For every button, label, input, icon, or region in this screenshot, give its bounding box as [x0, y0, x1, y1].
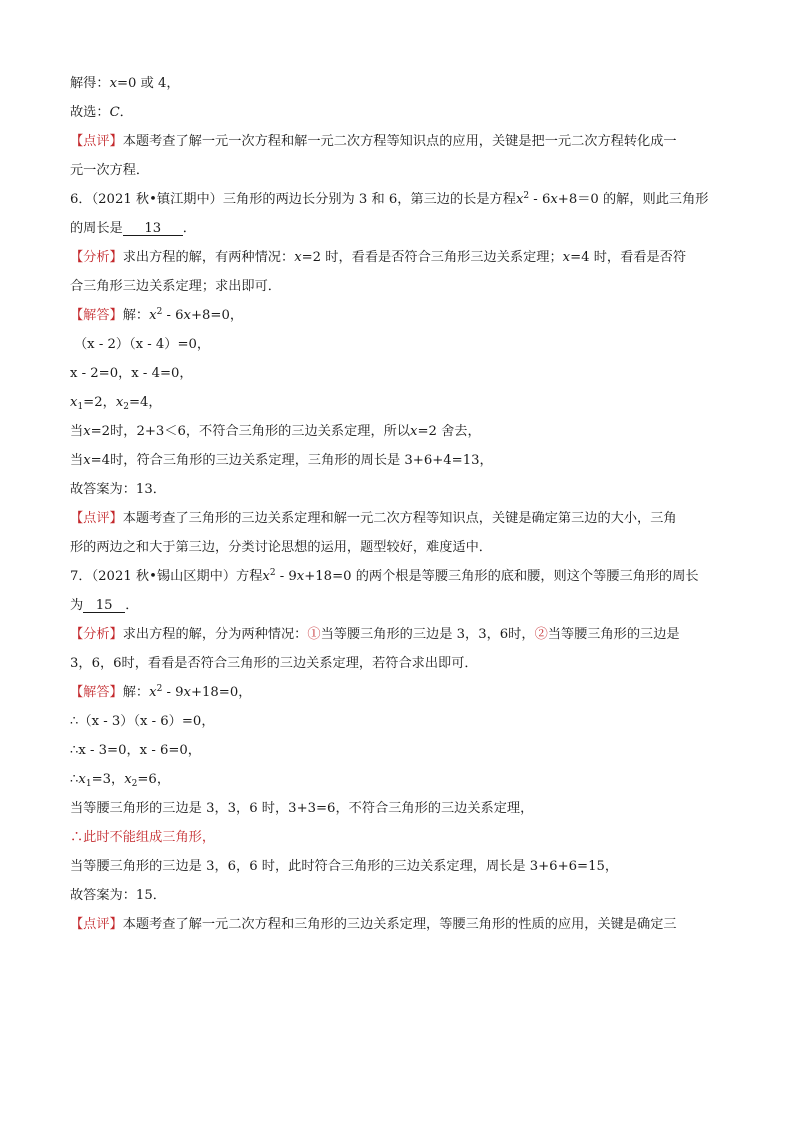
text: ∴此时不能组成三角形， — [70, 830, 216, 845]
text: 当 — [70, 453, 84, 468]
question-7-line-1 — [70, 569, 730, 584]
comment-6-line-1 — [70, 511, 730, 526]
comment-tag: 【点评】 — [70, 134, 123, 149]
text: ∴x - 3=0，x - 6=0， — [70, 743, 201, 758]
text: 解： — [122, 685, 150, 700]
text: 故答案为：13． — [70, 482, 166, 497]
analysis-tag: 【分析】 — [70, 250, 123, 265]
text: 当等腰三角形的三边是 — [547, 627, 680, 642]
text: =6， — [137, 772, 171, 787]
comment-tag: 【点评】 — [70, 917, 123, 932]
var-x: x — [78, 772, 86, 787]
text: 当等腰三角形的三边是 3，3，6时， — [320, 627, 535, 642]
text: ∴ — [70, 772, 79, 787]
text: 解得： — [70, 76, 110, 91]
text: 故答案为：15． — [70, 888, 166, 903]
var-x: x — [410, 424, 418, 439]
var-x: x — [262, 569, 270, 584]
subscript: 2 — [131, 779, 138, 789]
solution-7-line-4 — [70, 772, 730, 787]
subscript: 1 — [77, 402, 84, 412]
var-x: x — [183, 685, 191, 700]
text: ∴（x - 3）（x - 6）=0， — [70, 714, 215, 729]
comment-7-line-1 — [70, 917, 730, 932]
circled-two-icon: ② — [534, 627, 548, 642]
text: 3，6，6时，看看是否符合三角形的三边关系定理，若符合求出即可． — [70, 656, 478, 671]
text: =0 或 4， — [117, 76, 180, 91]
choice-line — [70, 105, 730, 120]
var-x: x — [149, 685, 157, 700]
solution-7-line-7 — [70, 859, 730, 874]
subscript: 2 — [123, 402, 129, 412]
var-x: x — [70, 395, 78, 410]
text: 当等腰三角形的三边是 3，6，6 时，此时符合三角形的三边关系定理，周长是 3+6+6=15， — [70, 859, 619, 874]
text: =2 舍去， — [417, 424, 481, 439]
comment-6-line-2 — [70, 540, 730, 555]
solution-6-line-7 — [70, 482, 730, 497]
text: - 9 — [162, 685, 184, 700]
text: 7．（2021 秋•锡山区期中）方程 — [70, 569, 263, 584]
answer-blank: 15 — [83, 598, 125, 613]
answer-choice: C — [109, 105, 120, 120]
answer-blank: 13 — [123, 221, 183, 236]
text: 当 — [70, 424, 84, 439]
solution-6-line-1 — [70, 308, 730, 323]
text: - 6 — [529, 192, 551, 207]
text: ． — [182, 221, 196, 236]
var-x: x — [550, 192, 558, 207]
solution-7-line-2 — [70, 714, 730, 729]
var-x: x — [149, 308, 157, 323]
solution-result-line — [70, 76, 730, 91]
var-x: x — [296, 569, 305, 584]
text: =4时，符合三角形的三边关系定理，三角形的周长是 3+6+4=13， — [90, 453, 493, 468]
text: =2 时，看看是否符合三角形三边关系定理； — [301, 250, 563, 265]
exponent: 2 — [156, 684, 163, 694]
text: =2， — [83, 395, 116, 410]
document-page — [70, 76, 730, 932]
var-x: x — [115, 395, 124, 410]
text: 本题考查了解一元一次方程和解一元二次方程等知识点的应用，关键是把一元二次方程转化成一 — [122, 134, 677, 149]
var-x: x — [294, 250, 302, 265]
text: （x - 2）（x - 4）=0， — [74, 337, 211, 352]
text: =4， — [128, 395, 162, 410]
solution-tag: 【解答】 — [70, 685, 123, 700]
text: 求出方程的解，分为两种情况： — [122, 627, 308, 642]
solution-tag: 【解答】 — [70, 308, 123, 323]
exponent: 2 — [269, 568, 276, 578]
circled-one-icon: ① — [307, 627, 321, 642]
var-x: x — [183, 308, 191, 323]
text: 元一次方程． — [70, 163, 150, 178]
text: 本题考查了三角形的三边关系定理和解一元二次方程等知识点，关键是确定第三边的大小，三角 — [122, 511, 677, 526]
solution-7-line-8 — [70, 888, 730, 903]
analysis-6-line-2 — [70, 279, 730, 294]
solution-7-line-1 — [70, 685, 730, 700]
text: 当等腰三角形的三边是 3，3，6 时，3+3=6，不符合三角形的三边关系定理， — [70, 801, 534, 816]
solution-7-line-3 — [70, 743, 730, 758]
analysis-7-line-1 — [70, 627, 730, 642]
solution-6-line-3 — [70, 366, 730, 381]
exponent: 2 — [156, 307, 163, 317]
text: +18=0 的两个根是等腰三角形的底和腰，则这个等腰三角形的周长 — [304, 569, 699, 584]
text: ． — [119, 105, 133, 120]
var-x: x — [83, 424, 91, 439]
text: =3， — [91, 772, 125, 787]
text: =2时，2+3＜6，不符合三角形的三边关系定理，所以 — [90, 424, 411, 439]
var-x: x — [83, 453, 91, 468]
text: =4 时，看看是否符 — [570, 250, 687, 265]
solution-6-line-5 — [70, 424, 730, 439]
question-6-line-1 — [70, 192, 730, 207]
text: 故选： — [70, 105, 110, 120]
text: 形的两边之和大于第三边，分类讨论思想的运用，题型较好，难度适中． — [70, 540, 492, 555]
exponent: 2 — [523, 191, 530, 201]
analysis-6-line-1 — [70, 250, 730, 265]
text: +8=0， — [190, 308, 244, 323]
text: +18=0， — [190, 685, 252, 700]
solution-6-line-2 — [70, 337, 730, 352]
text: 解： — [122, 308, 150, 323]
solution-6-line-4 — [70, 395, 730, 410]
var-x: x — [124, 772, 132, 787]
solution-6-line-6 — [70, 453, 730, 468]
text: - 9 — [275, 569, 297, 584]
comment-tag: 【点评】 — [70, 511, 123, 526]
var-x: x — [109, 76, 117, 91]
question-6-line-2 — [70, 221, 730, 236]
solution-7-line-6 — [70, 830, 730, 845]
var-x: x — [515, 192, 524, 207]
analysis-tag: 【分析】 — [70, 627, 123, 642]
text: 的周长是 — [70, 221, 123, 236]
text: 本题考查了解一元二次方程和三角形的三边关系定理，等腰三角形的性质的应用，关键是确定三 — [122, 917, 677, 932]
text: +8＝0 的解，则此三角形 — [557, 192, 709, 207]
text: ． — [125, 598, 139, 613]
text: 6．（2021 秋•镇江期中）三角形的两边长分别为 3 和 6，第三边的长是方程 — [70, 192, 516, 207]
solution-7-line-5 — [70, 801, 730, 816]
analysis-7-line-2 — [70, 656, 730, 671]
text: 合三角形三边关系定理；求出即可． — [70, 279, 281, 294]
text: 为 — [70, 598, 84, 613]
text: 求出方程的解，有两种情况： — [122, 250, 295, 265]
var-x: x — [562, 250, 571, 265]
text: - 6 — [162, 308, 184, 323]
comment-line-2 — [70, 163, 730, 178]
question-7-line-2 — [70, 598, 730, 613]
subscript: 1 — [85, 779, 92, 789]
comment-line-1 — [70, 134, 730, 149]
text: x - 2=0，x - 4=0， — [70, 366, 193, 381]
